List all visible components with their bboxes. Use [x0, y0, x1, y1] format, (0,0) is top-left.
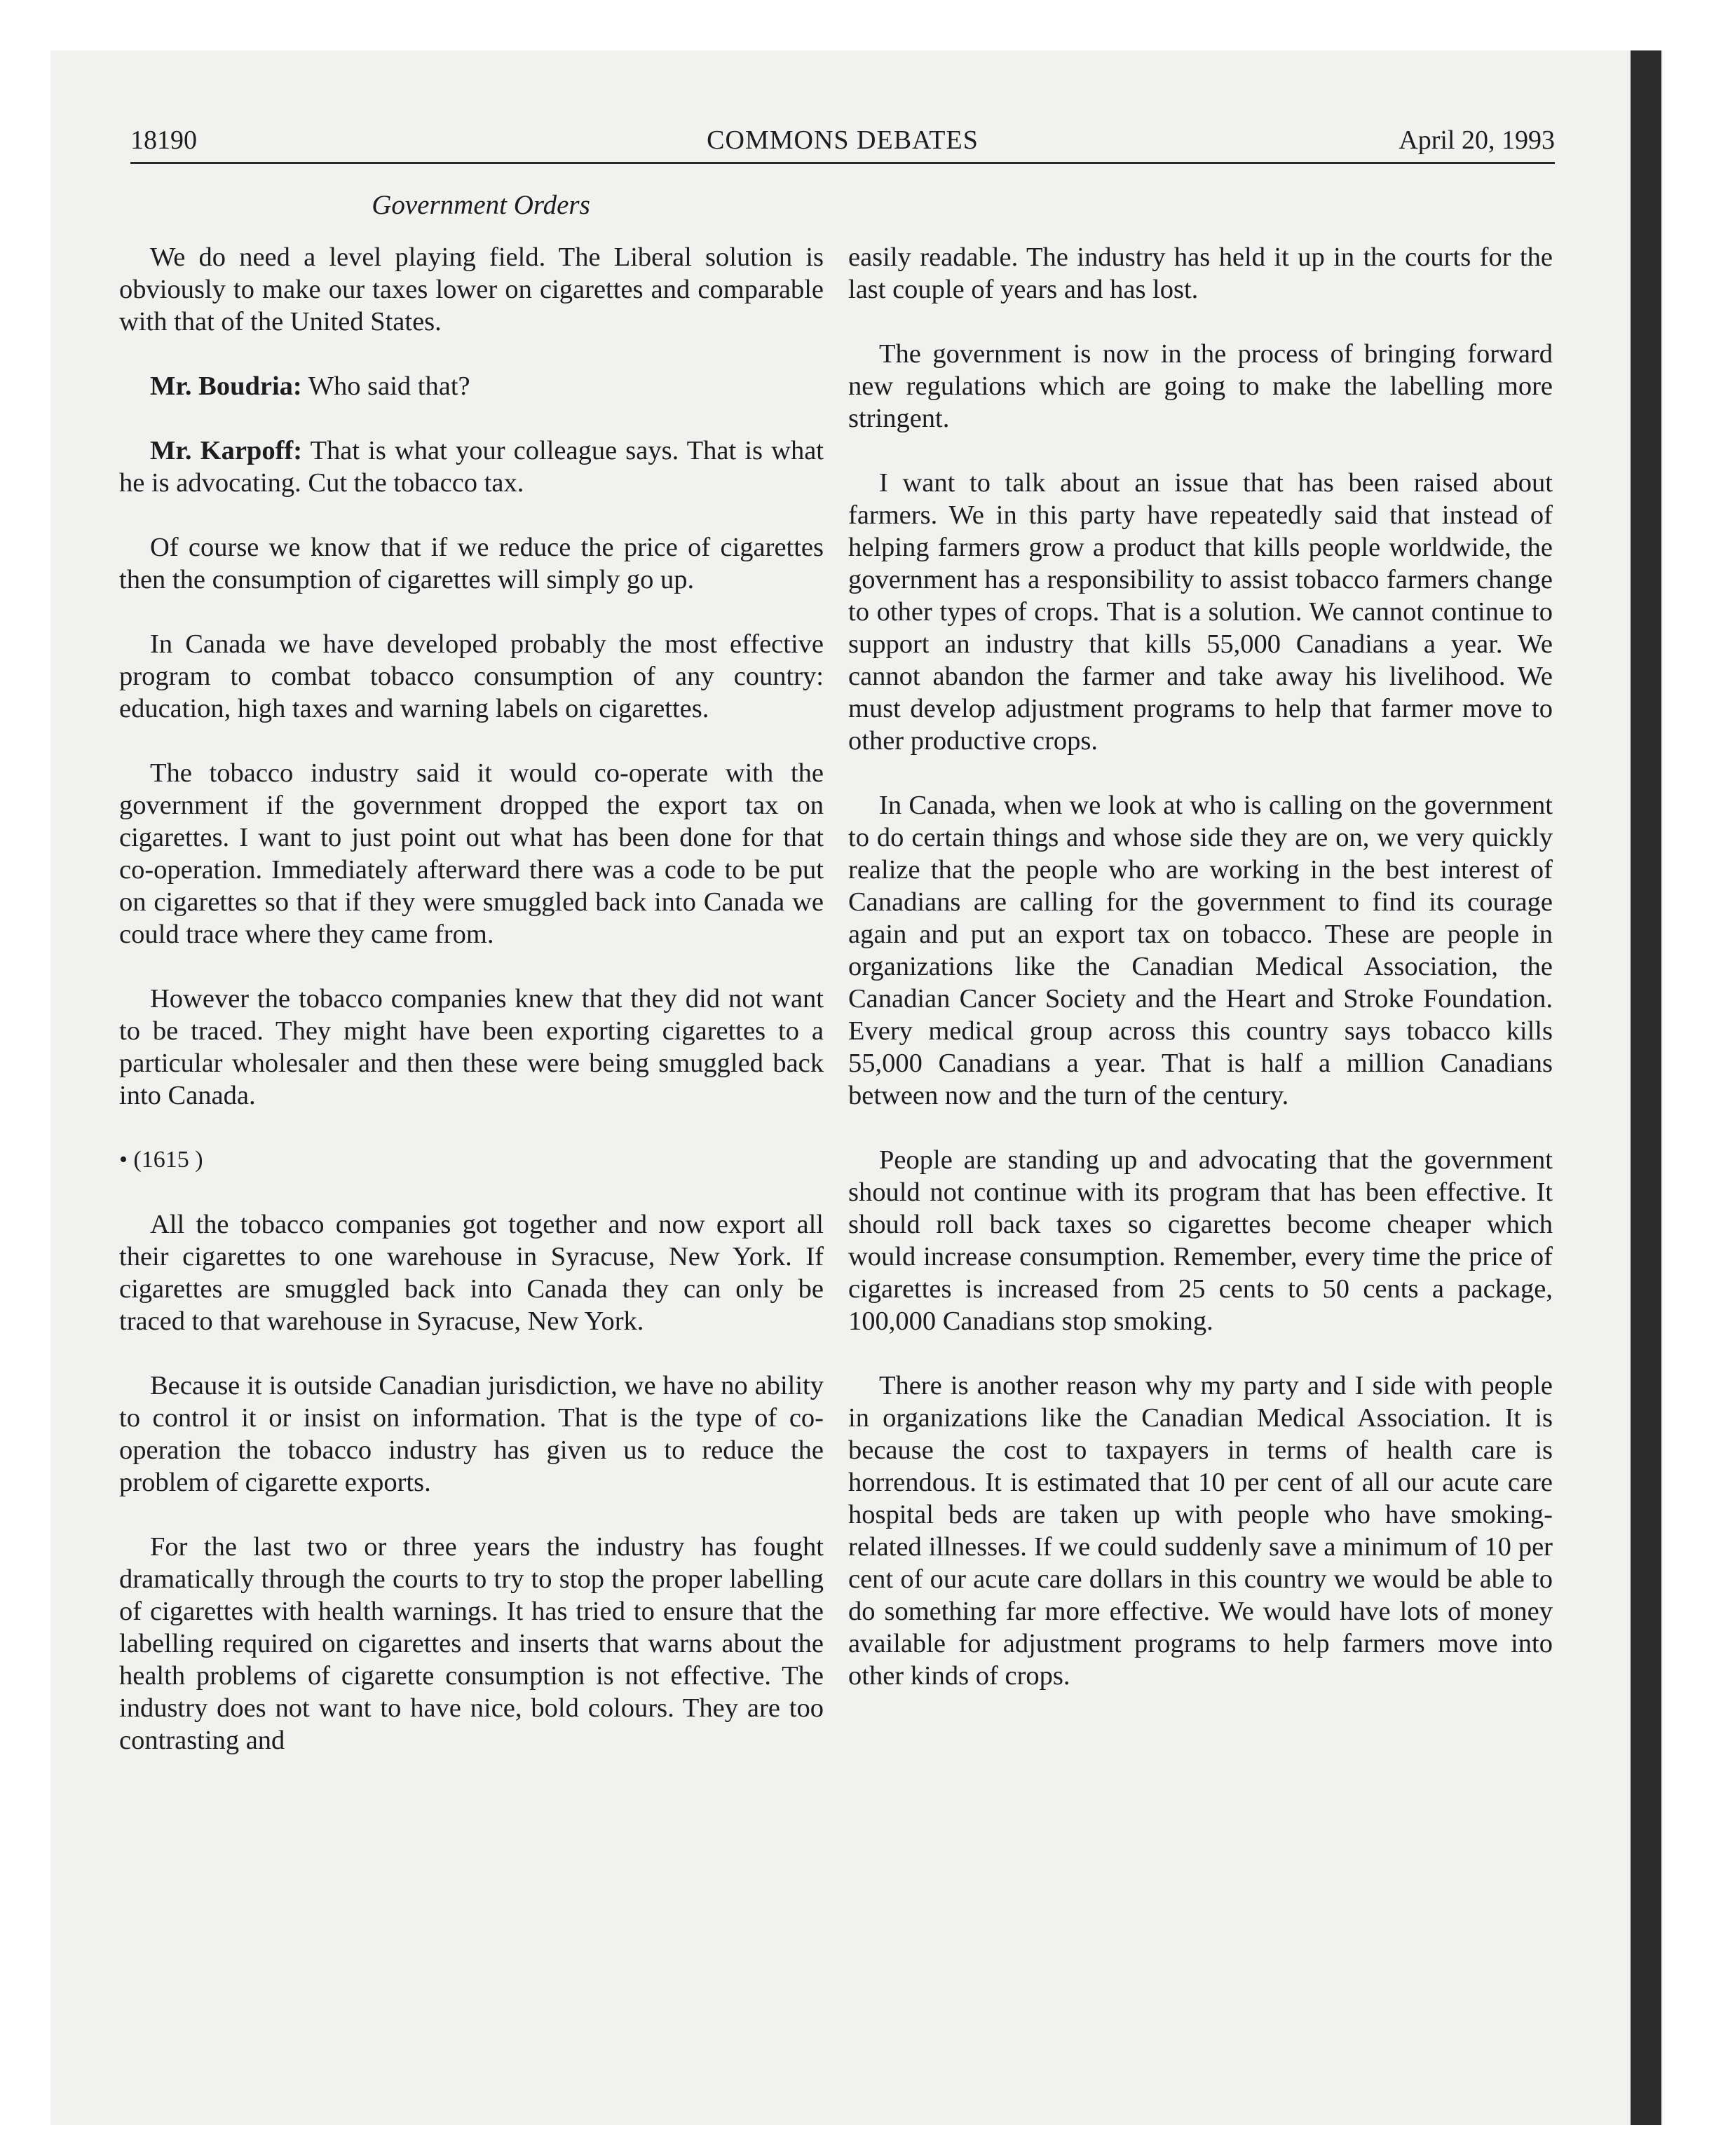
right-column — [848, 241, 1553, 1724]
paragraph: Because it is outside Canadian jurisdiction, we have no ability to control it or insist on information. That is the type of co-operation the tobacco industry has given us to reduce the problem of cigarette exports. — [119, 1371, 824, 1497]
header-date: April 20, 1993 — [1399, 125, 1555, 155]
scan-edge — [1631, 50, 1661, 2125]
paragraph: I want to talk about an issue that has been raised about farmers. We in this party have repeatedly said that instead of helping farmers grow a product that kills people worldwide, the government has a responsibility to assist tobacco farmers change to other types of crops. That is a solution. We cannot continue to support an industry that kills 55,000 Canadians a year. We cannot abandon the farmer and take away his livelihood. We must develop adjustment programs to help that farmer move to other productive crops. — [848, 468, 1553, 756]
section-title: Government Orders — [372, 190, 590, 220]
paragraph: However the tobacco companies knew that they did not want to be traced. They might have been exporting cigarettes to a particular wholesaler and then these were being smuggled back into Canada. — [119, 984, 824, 1110]
paragraph-continued: easily readable. The industry has held it up in the courts for the last couple of years and has lost. — [848, 243, 1553, 304]
publication-title: COMMONS DEBATES — [707, 125, 979, 155]
page-number: 18190 — [130, 125, 197, 155]
speech-paragraph — [119, 435, 824, 499]
paragraph: In Canada we have developed probably the most effective program to combat tobacco consumption of any country: education, high taxes and warning labels on cigarettes. — [119, 629, 824, 723]
speech-text: That is what your colleague says. That is what he is advocating. Cut the tobacco tax. — [119, 436, 824, 498]
paragraph: People are standing up and advocating that the government should not continue with its program that has been effective. It should roll back taxes so cigarettes become cheaper which would increase consumption. Remember, every time the price of cigarettes is increased from 25 cents to 50 cents a package, 100,000 Canadians stop smoking. — [848, 1145, 1553, 1336]
speech-paragraph — [119, 370, 824, 402]
speaker-name: Mr. Boudria: — [150, 371, 302, 401]
paragraph: Of course we know that if we reduce the price of cigarettes then the consumption of cigarettes will simply go up. — [119, 533, 824, 594]
paragraph: In Canada, when we look at who is calling on the government to do certain things and whose side they are on, we very quickly realize that the people who are working in the best interest of Canadians are calling for the government to find its courage again and put an export tax on tobacco. These are people in organizations like the Canadian Medical Association, the Canadian Cancer Society and the Heart and Stroke Foundation. Every medical group across this country says tobacco kills 55,000 Canadians a year. That is half a million Canadians between now and the turn of the century. — [848, 791, 1553, 1110]
paragraph: The government is now in the process of bringing forward new regulations which are going to make the labelling more stringent. — [848, 339, 1553, 433]
speech-text: Who said that? — [301, 371, 470, 401]
paragraph: The tobacco industry said it would co-operate with the government if the government dropped the export tax on cigarettes. I want to just point out what has been done for that co-operation. Immediately afterward there was a code to be put on cigarettes so that if they were smuggled back into Canada we could trace where they came from. — [119, 758, 824, 949]
paragraph: For the last two or three years the industry has fought dramatically through the courts to try to stop the proper labelling of cigarettes with health warnings. It has tried to ensure that the labelling required on cigarettes and inserts that warns about the health problems of cigarette consumption is not effective. The industry does not want to have nice, bold colours. They are too contrasting and — [119, 1532, 824, 1755]
left-column — [119, 241, 824, 1789]
paragraph: We do need a level playing field. The Liberal solution is obviously to make our taxes lower on cigarettes and comparable with that of the United States. — [119, 243, 824, 336]
running-header — [130, 118, 1555, 163]
speaker-name: Mr. Karpoff: — [150, 436, 303, 465]
paragraph: All the tobacco companies got together and now export all their cigarettes to one warehouse in Syracuse, New York. If cigarettes are smuggled back into Canada they can only be traced to that warehouse in Syracuse, New York. — [119, 1210, 824, 1336]
timestamp-marker: • (1615 ) — [119, 1147, 203, 1173]
header-rule — [130, 162, 1555, 164]
paragraph: There is another reason why my party and I side with people in organizations like the Canadian Medical Association. It is because the cost to taxpayers in terms of health care is horrendous. It is estimated that 10 per cent of all our acute care hospital beds are taken up with people who have smoking-related illnesses. If we could suddenly save a minimum of 10 per cent of our acute care dollars in this country we would be able to do something far more effective. We would have lots of money available for adjustment programs to help farmers move into other kinds of crops. — [848, 1371, 1553, 1691]
